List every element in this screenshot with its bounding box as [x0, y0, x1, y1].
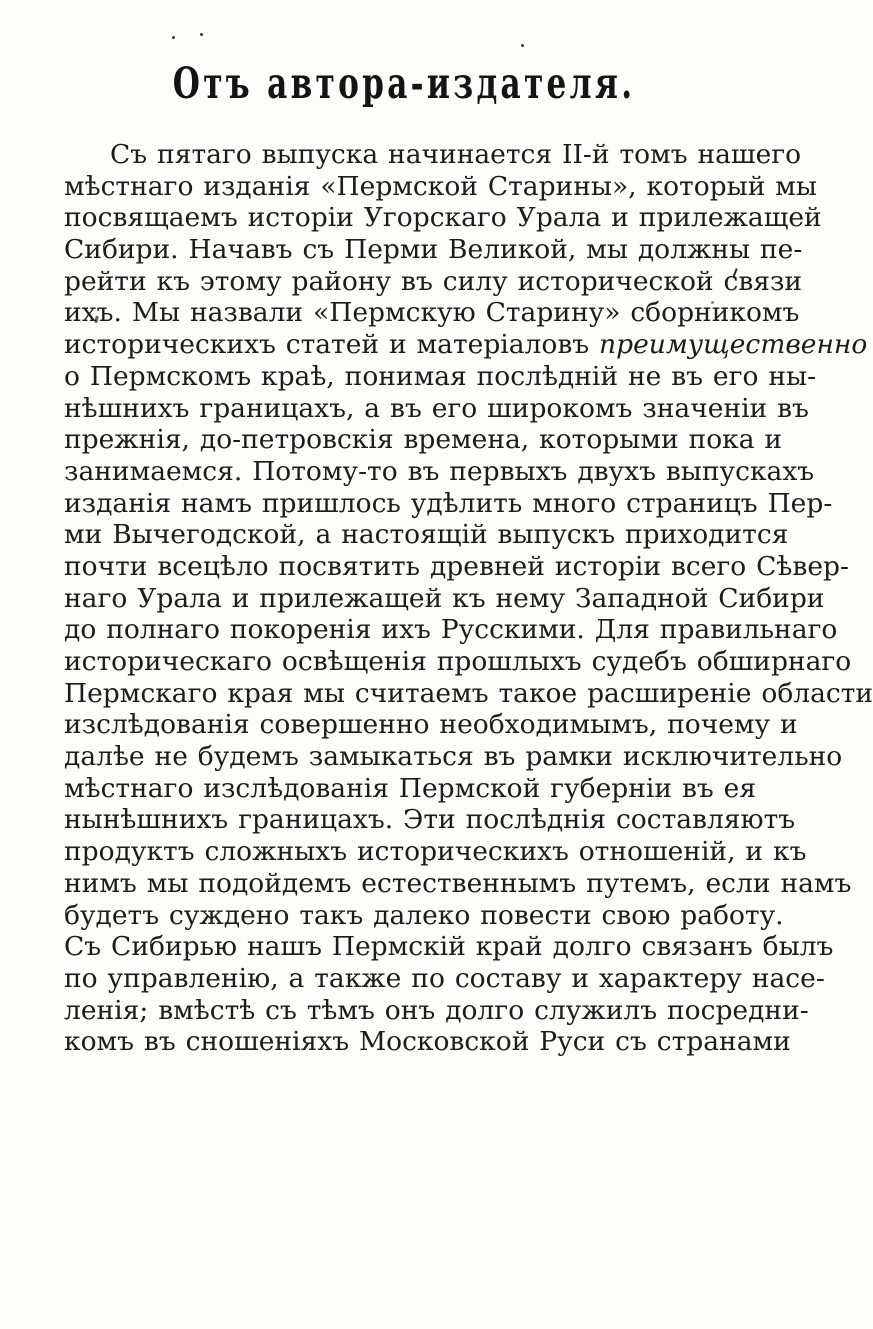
- text-line: [64, 962, 825, 995]
- text-segment: мѣстнаго изслѣдованія Пермской губерніи въ ея: [64, 772, 757, 804]
- text-line: [64, 329, 868, 361]
- text-line: [64, 677, 873, 710]
- page-title-text: Отъ автора-издателя.: [172, 56, 636, 109]
- text-line: [64, 994, 809, 1027]
- text-segment: историческаго освѣщенія прошлыхъ судебъ обширнаго: [64, 646, 852, 677]
- text-line: [64, 550, 849, 583]
- text-line: [64, 804, 796, 836]
- text-line: [64, 297, 800, 329]
- text-segment: Пермскаго края мы считаемъ такое расширеніе области: [64, 677, 873, 709]
- text-line: [64, 424, 783, 456]
- text-segment: ленія; вмѣстѣ съ тѣмъ онъ долго служилъ посредни-: [64, 994, 809, 1026]
- text-segment: историческихъ статей и матеріаловъ: [64, 329, 600, 361]
- text-segment: ми Вычегодской, а настоящій выпускъ приходится: [64, 519, 789, 551]
- page-title: [0, 56, 808, 109]
- text-line: [64, 392, 809, 425]
- text-line: [64, 646, 852, 678]
- text-segment: Съ Сибирью нашъ Пермскій край долго связанъ былъ: [64, 931, 834, 963]
- text-segment: ихъ. Мы назвали «Пермскую Старину» сборникомъ: [64, 297, 800, 329]
- text-line: [64, 234, 803, 266]
- text-segment: рейти къ этому району въ силу исторической связи: [64, 265, 803, 297]
- text-line: [64, 899, 784, 932]
- emphasized-text: преимущественно: [599, 329, 868, 361]
- text-line: [64, 265, 803, 298]
- text-segment: о Пермскомъ краѣ, понимая послѣдній не въ его ны-: [64, 360, 817, 392]
- text-line: [64, 582, 825, 615]
- text-line: [64, 170, 818, 203]
- text-segment: далѣе не будемъ замыкаться въ рамки исключительно: [64, 741, 843, 773]
- text-line: [64, 614, 838, 646]
- text-segment: наго Урала и прилежащей къ нему Западной Сибири: [64, 582, 825, 614]
- text-line: [64, 487, 833, 520]
- text-segment: продуктъ сложныхъ историческихъ отношеній, и къ: [64, 836, 807, 868]
- text-segment: Сибири. Начавъ съ Перми Великой, мы должны пе-: [64, 234, 803, 266]
- text-line: [64, 455, 815, 488]
- text-segment: по управленію, а также по составу и характеру насе-: [64, 962, 825, 994]
- text-line: [64, 202, 822, 234]
- text-segment: посвящаемъ исторіи Угорскаго Урала и прилежащей: [64, 202, 822, 234]
- text-line: [64, 741, 843, 773]
- text-segment: прежнія, до-петровскія времена, которыми пока и: [64, 424, 783, 456]
- text-segment: до полнаго покоренія ихъ Русскими. Для правильнаго: [64, 614, 838, 646]
- text-line: [64, 709, 798, 741]
- text-line: [64, 772, 757, 805]
- text-segment: занимаемся. Потому-то въ первыхъ двухъ выпускахъ: [64, 455, 815, 487]
- text-segment: мѣстнаго изданія «Пермской Старины», который мы: [64, 170, 818, 202]
- text-line: [64, 360, 817, 393]
- scan-speck: [172, 36, 175, 39]
- text-segment: изданія намъ пришлось удѣлить много страницъ Пер-: [64, 487, 833, 519]
- body-text: [64, 139, 873, 1058]
- text-line: [64, 867, 852, 900]
- text-line: [64, 519, 789, 551]
- text-segment: нимъ мы подойдемъ естественнымъ путемъ, если намъ: [64, 867, 852, 899]
- text-line: [64, 1026, 791, 1058]
- text-segment: почти всецѣло посвятить древней исторіи всего Сѣвер-: [64, 550, 849, 582]
- text-segment: изслѣдованія совершенно необходимымъ, почему и: [64, 709, 798, 741]
- text-segment: Съ пятаго выпуска начинается II-й томъ нашего: [110, 139, 802, 170]
- text-segment: комъ въ сношеніяхъ Московской Руси съ странами: [64, 1026, 791, 1058]
- text-line: [64, 139, 802, 171]
- scan-speck: [200, 33, 203, 36]
- text-line: [64, 931, 834, 963]
- text-line: [64, 836, 807, 868]
- text-segment: нѣшнихъ границахъ, а въ его широкомъ значеніи въ: [64, 392, 809, 424]
- text-segment: нынѣшнихъ границахъ. Эти послѣднія составляютъ: [64, 804, 796, 836]
- scan-speck: [521, 44, 524, 47]
- text-segment: будетъ суждено такъ далеко повести свою работу.: [64, 899, 784, 931]
